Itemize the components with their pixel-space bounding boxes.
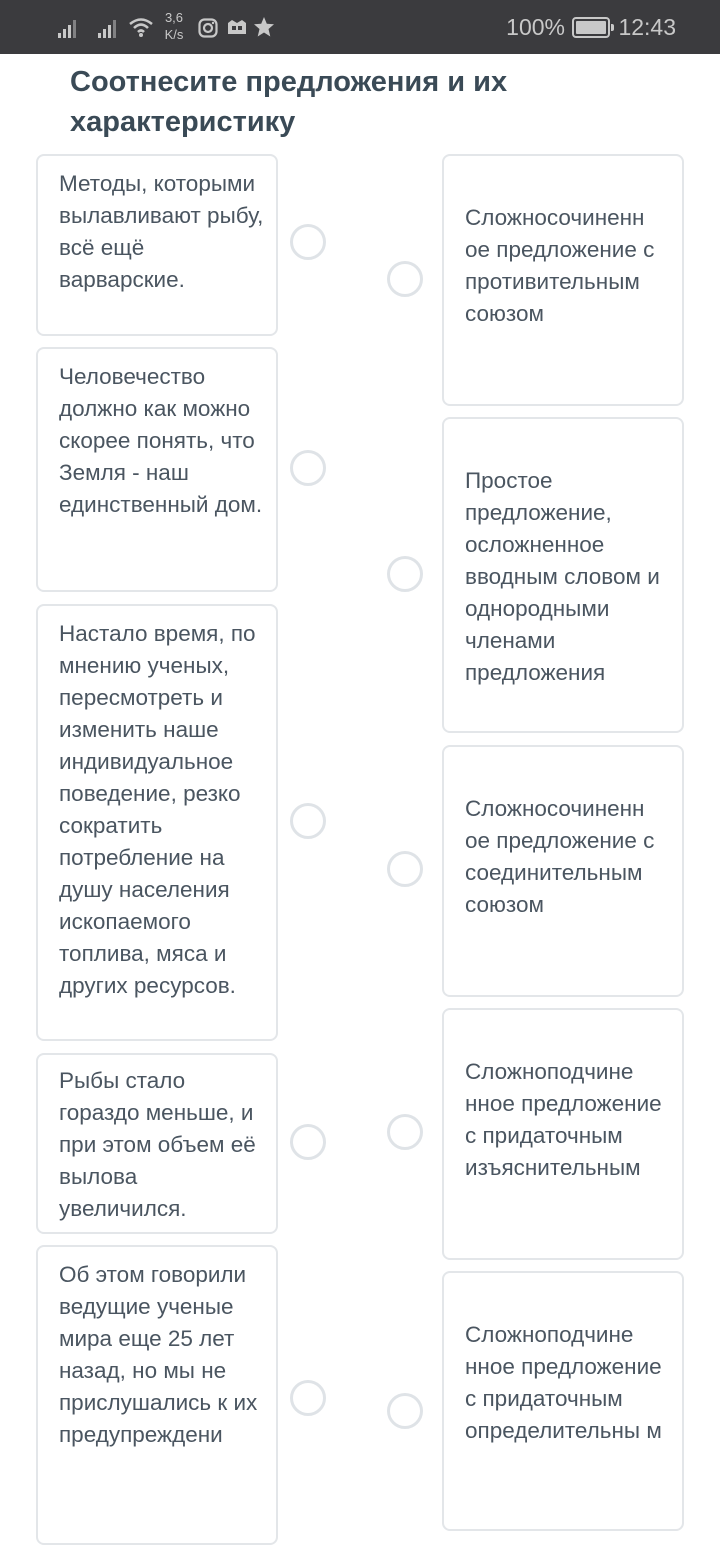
signal-icon <box>58 18 80 38</box>
characteristic-text: Сложноподчине нное предложение с придаточным изъяснительным <box>465 1059 662 1180</box>
sentence-text: Методы, которыми вылавливают рыбу, всё ещё варварские. <box>59 171 264 292</box>
characteristic-card[interactable] <box>442 1008 684 1260</box>
clock: 12:43 <box>618 14 676 40</box>
sentence-radio[interactable] <box>290 1380 326 1416</box>
characteristic-card[interactable] <box>442 417 684 733</box>
wifi-icon <box>128 16 154 38</box>
net-speed-value: 3,6 <box>164 10 184 25</box>
sentence-text: Об этом говорили ведущие ученые мира еще 25 лет назад, но мы не прислушались к их предупреждени <box>59 1262 258 1447</box>
characteristic-card[interactable] <box>442 745 684 997</box>
sentence-radio[interactable] <box>290 1124 326 1160</box>
signal-icon <box>98 18 120 38</box>
characteristic-radio[interactable] <box>387 556 423 592</box>
characteristic-text: Простое предложение, осложненное вводным словом и однородными членами предложения <box>465 468 660 685</box>
sentence-card[interactable] <box>36 1053 278 1234</box>
status-bar <box>0 0 720 54</box>
characteristic-text: Сложноподчине нное предложение с придаточным определительны м <box>465 1322 662 1443</box>
battery-percent: 100% <box>506 14 565 40</box>
sentence-text: Настало время, по мнению ученых, пересмотреть и изменить наше индивидуальное поведение, резко сократить потребление на душу населения ископаемого топлива, мяса и других ресурсов. <box>59 621 256 998</box>
characteristic-radio[interactable] <box>387 1114 423 1150</box>
instagram-icon <box>198 18 218 38</box>
game-icon <box>226 17 248 39</box>
characteristic-card[interactable] <box>442 154 684 406</box>
characteristic-text: Сложносочиненн ое предложение с соединительным союзом <box>465 796 655 917</box>
star-icon <box>253 16 275 38</box>
sentence-radio[interactable] <box>290 450 326 486</box>
characteristic-radio[interactable] <box>387 261 423 297</box>
net-speed-unit: K/s <box>164 27 184 42</box>
question-title: Соотнесите предложения и их характеристику <box>70 66 508 138</box>
sentence-text: Рыбы стало гораздо меньше, и при этом объем её вылова увеличился. <box>59 1068 256 1221</box>
characteristic-text: Сложносочиненн ое предложение с противительным союзом <box>465 205 655 326</box>
sentence-radio[interactable] <box>290 803 326 839</box>
characteristic-radio[interactable] <box>387 851 423 887</box>
characteristic-card[interactable] <box>442 1271 684 1531</box>
battery-icon <box>572 17 610 38</box>
sentence-card[interactable] <box>36 604 278 1041</box>
sentence-card[interactable] <box>36 1245 278 1545</box>
sentence-text: Человечество должно как можно скорее понять, что Земля - наш единственный дом. <box>59 364 263 517</box>
sentence-card[interactable] <box>36 347 278 592</box>
net-speed <box>160 9 188 43</box>
characteristic-radio[interactable] <box>387 1393 423 1429</box>
sentence-card[interactable] <box>36 154 278 336</box>
sentence-radio[interactable] <box>290 224 326 260</box>
